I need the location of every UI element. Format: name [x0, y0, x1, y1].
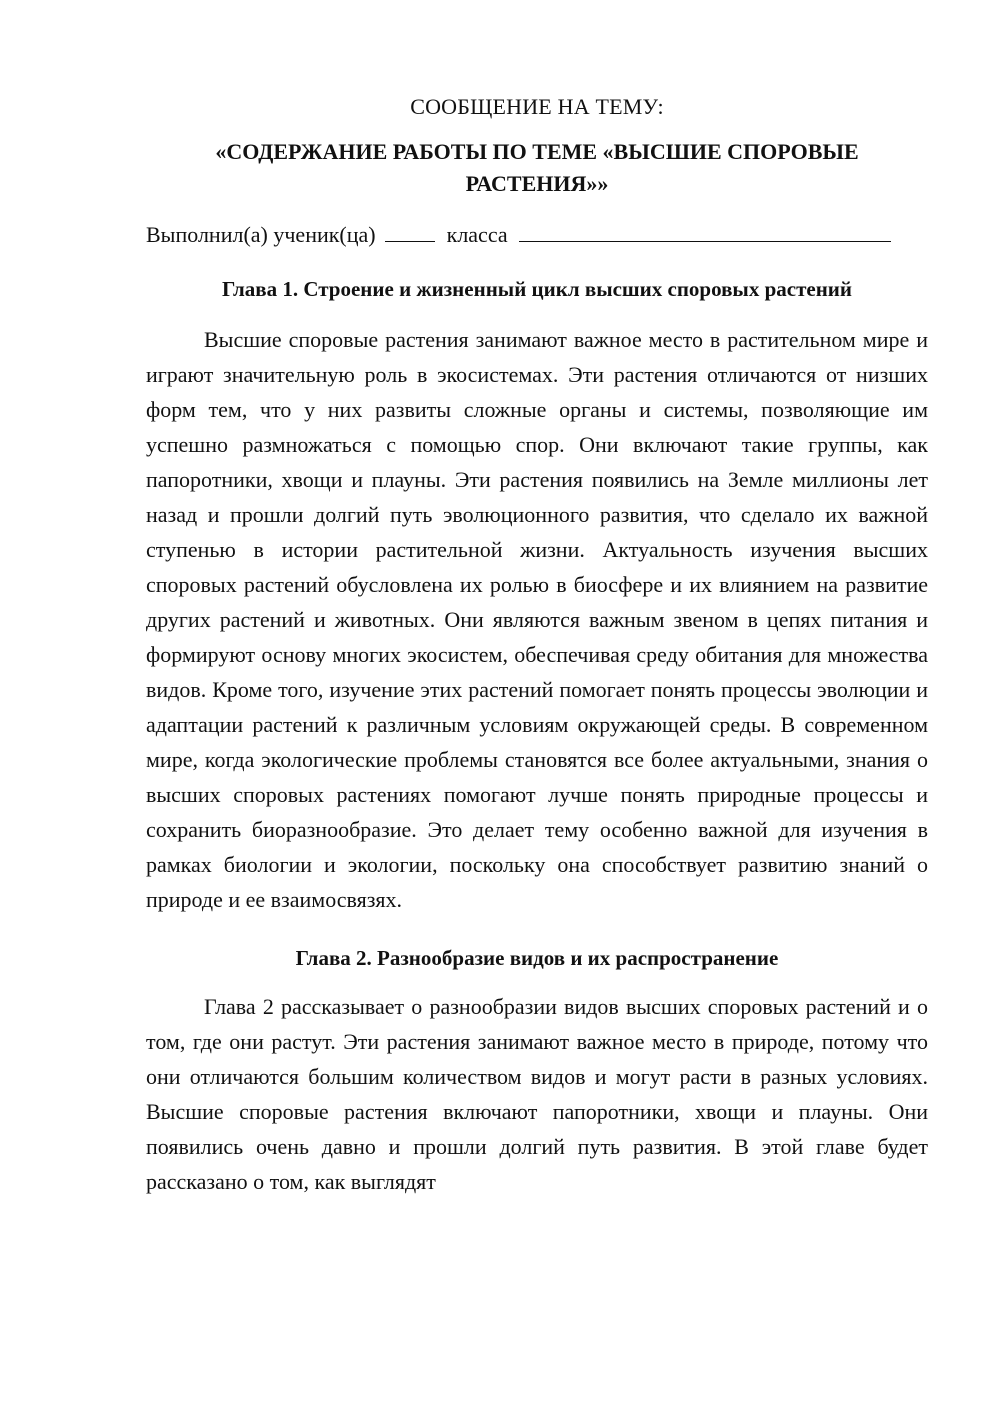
chapter-2-paragraph: Глава 2 рассказывает о разнообразии видов высших споровых растений и о том, где они растут. Эти растения занимают важное место в природе, потому что они отличаются большим количеством видов и могут расти в разных условиях. Высшие споровые растения включают папоротники, хвощи и плауны. Они появились очень давно и прошли долгий путь развития. В этой главе будет рассказано о том, как выглядят: [146, 994, 928, 1194]
chapter-1: [146, 274, 928, 917]
chapter-2-title: Глава 2. Разнообразие видов и их распространение: [295, 946, 779, 970]
chapter-2: [146, 943, 928, 1199]
document-title: «СОДЕРЖАНИЕ РАБОТЫ ПО ТЕМЕ «ВЫСШИЕ СПОРОВЫЕ РАСТЕНИЯ»»: [215, 139, 859, 196]
chapter-1-paragraph: Высшие споровые растения занимают важное место в растительном мире и играют значительную роль в экосистемах. Эти растения отличаются от низших форм тем, что у них развиты сложные органы и системы, позволяющие им успешно размножаться с помощью спор. Они включают такие группы, как папоротники, хвощи и плауны. Эти растения появились на Земле миллионы лет назад и прошли долгий путь эволюционного развития, что сделало их важной ступенью в истории растительной жизни. Актуальность изучения высших споровых растений обусловлена их ролью в биосфере и их влиянием на развитие других растений и животных. Они являются важным звеном в цепях питания и формируют основу многих экосистем, обеспечивая среду обитания для множества видов. Кроме того, изучение этих растений помогает понять процессы эволюции и адаптации растений к различным условиям окружающей среды. В современном мире, когда экологические проблемы становятся все более актуальными, знания о высших споровых растениях помогают лучше понять природные процессы и сохранить биоразнообразие. Это делает тему особенно важной для изучения в рамках биологии и экологии, поскольку она способствует развитию знаний о природе и ее взаимосвязях.: [146, 327, 928, 912]
author-line: [146, 220, 928, 250]
chapter-1-title: Глава 1. Строение и жизненный цикл высших споровых растений: [221, 277, 853, 301]
document-page: [146, 92, 928, 1199]
document-kind-heading: СООБЩЕНИЕ НА ТЕМУ:: [410, 94, 664, 119]
performed-by-label: Выполнил(а) ученик(ца): [146, 222, 376, 247]
class-label: класса: [446, 222, 508, 247]
class-number-blank: [385, 221, 435, 242]
student-name-blank: [519, 221, 891, 242]
